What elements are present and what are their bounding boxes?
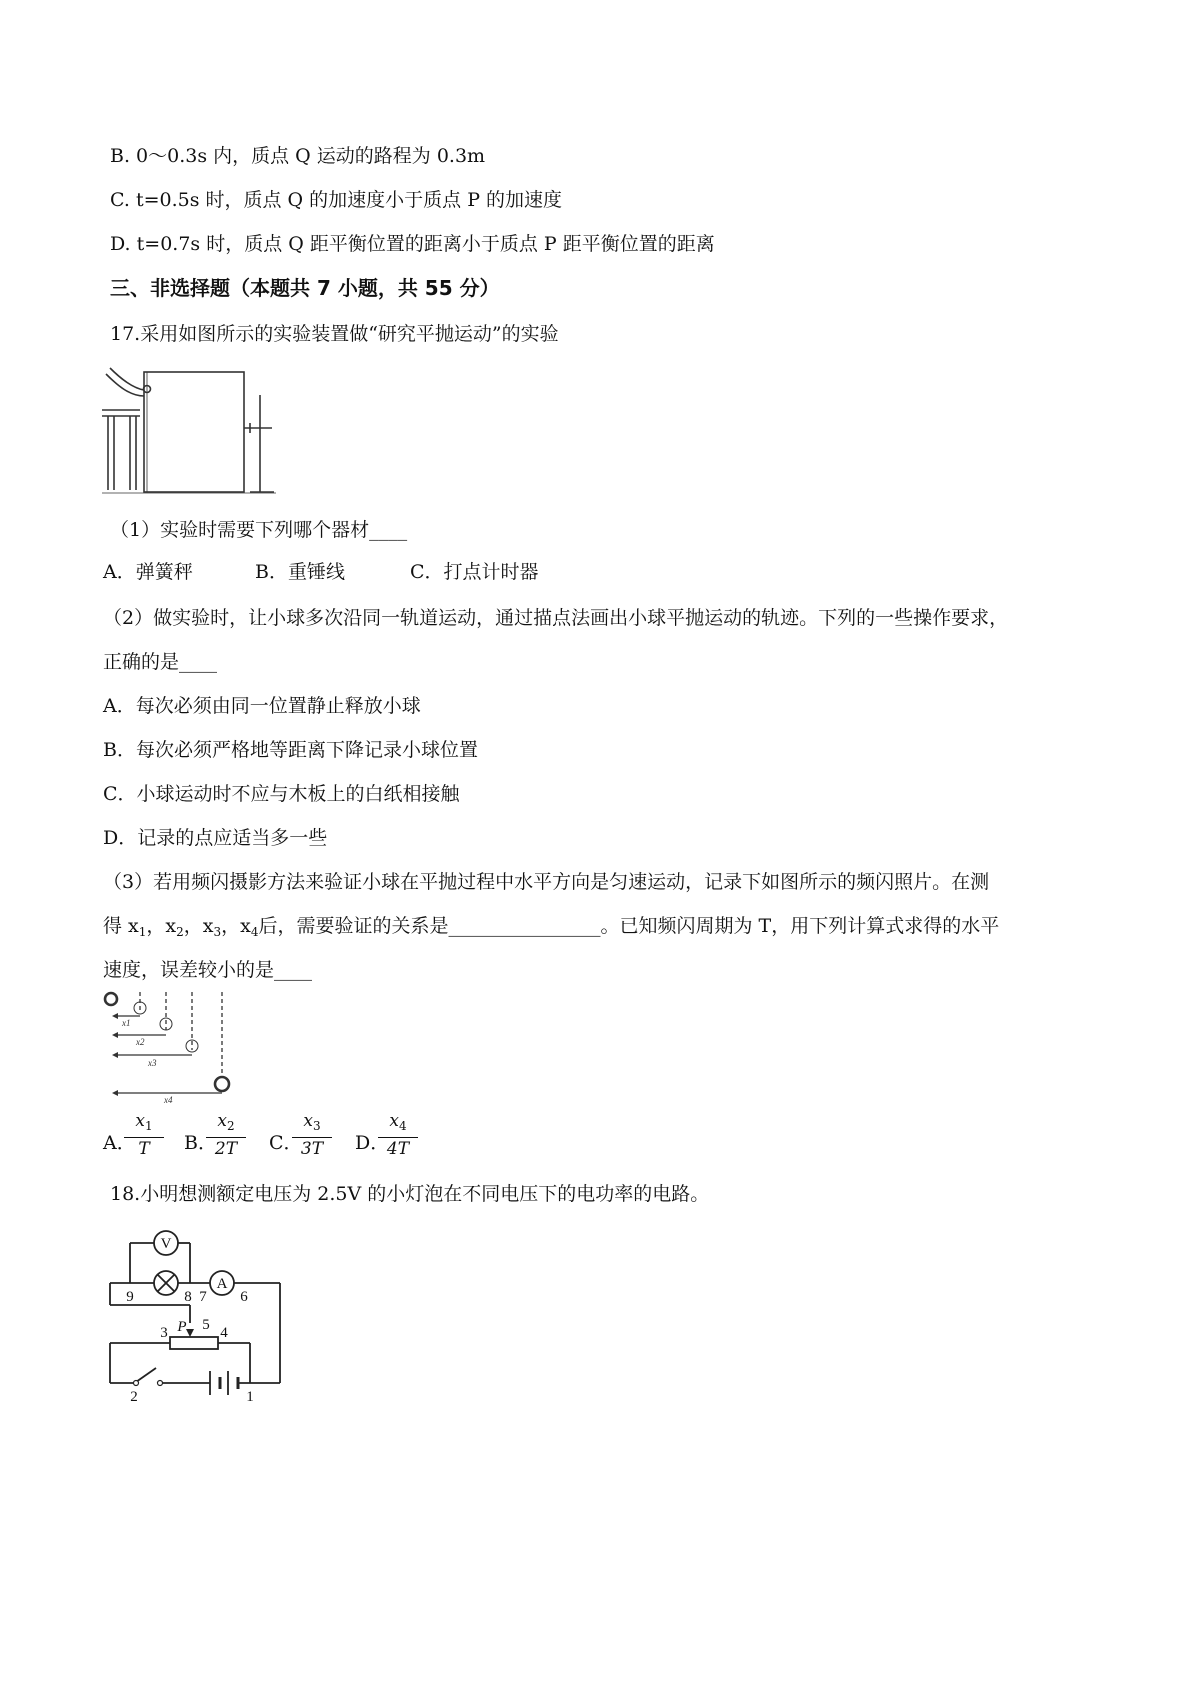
q17-p3-line3: 速度，误差较小的是____ — [103, 959, 313, 981]
q17-p2-option-c: C．小球运动时不应与木板上的白纸相接触 — [103, 783, 460, 805]
q17-stem: 17.采用如图所示的实验装置做“研究平抛运动”的实验 — [110, 323, 559, 345]
node-5: 5 — [202, 1317, 210, 1333]
strobe-photo-figure — [100, 990, 250, 1105]
x1-label: x1 — [122, 1018, 131, 1028]
choice-d-fraction: $\frac{x_4}{4T}$ — [378, 1110, 418, 1160]
ammeter-label: A — [216, 1276, 228, 1292]
apparatus-figure — [100, 360, 290, 495]
q17-p2-option-b: B．每次必须严格地等距离下降记录小球位置 — [103, 739, 478, 761]
section-heading: 三、非选择题（本题共 7 小题，共 55 分） — [110, 276, 500, 300]
choice-b-letter: B． — [184, 1132, 217, 1154]
q17-p3-line2: 得 $x_1$，$x_2$，$x_3$，$x_4$后，需要验证的关系是________________。已知频闪周期为 T，用下列计算式求得的水平 — [103, 915, 1000, 939]
choice-a-letter: A． — [103, 1132, 136, 1154]
q17-p1-option-a: A．弹簧秤 — [103, 561, 193, 583]
q18-stem: 18.小明想测额定电压为 2.5V 的小灯泡在不同电压下的电功率的电路。 — [110, 1183, 710, 1205]
x2-label: x2 — [136, 1037, 145, 1047]
node-3: 3 — [160, 1325, 168, 1341]
q17-p3-line1: （3）若用频闪摄影方法来验证小球在平抛过程中水平方向是匀速运动，记录下如图所示的频闪照片。在测 — [103, 871, 990, 893]
q17-p2-question-line2: 正确的是____ — [103, 651, 218, 673]
q17-p2-option-d: D．记录的点应适当多一些 — [103, 827, 328, 849]
node-9: 9 — [126, 1289, 134, 1305]
q17-p1-option-b: B．重锤线 — [255, 561, 345, 583]
voltmeter-label: V — [160, 1236, 172, 1252]
choice-b-fraction: $\frac{x_2}{2T}$ — [206, 1110, 246, 1160]
q17-p1-question: （1）实验时需要下列哪个器材____ — [110, 519, 408, 541]
node-7: 7 — [199, 1289, 207, 1305]
circuit-diagram — [100, 1225, 300, 1410]
choice-c-letter: C． — [269, 1132, 303, 1154]
q17-p2-question-line1: （2）做实验时，让小球多次沿同一轨道运动，通过描点法画出小球平抛运动的轨迹。下列的一些操作要求， — [103, 607, 1009, 629]
node-6: 6 — [240, 1289, 248, 1305]
choice-d-letter: D． — [355, 1132, 390, 1154]
option-b: B. 0～0.3s 内，质点 Q 运动的路程为 0.3m — [110, 145, 486, 167]
option-c: C. t=0.5s 时，质点 Q 的加速度小于质点 P 的加速度 — [110, 189, 563, 211]
slider-label: P — [177, 1319, 187, 1335]
node-2: 2 — [130, 1389, 138, 1405]
q17-p2-option-a: A．每次必须由同一位置静止释放小球 — [103, 695, 421, 717]
rheostat — [170, 1337, 218, 1349]
choice-a-fraction: $\frac{x_1}{T}$ — [124, 1110, 164, 1160]
node-8: 8 — [184, 1289, 192, 1305]
switch — [136, 1368, 156, 1382]
q17-p1-option-c: C．打点计时器 — [410, 561, 539, 583]
x3-label: x3 — [148, 1058, 157, 1068]
node-1: 1 — [246, 1389, 254, 1405]
choice-c-fraction: $\frac{x_3}{3T}$ — [292, 1110, 332, 1160]
x4-label: x4 — [164, 1095, 173, 1105]
node-4: 4 — [220, 1325, 228, 1341]
option-d: D. t=0.7s 时，质点 Q 距平衡位置的距离小于质点 P 距平衡位置的距离 — [110, 233, 715, 255]
